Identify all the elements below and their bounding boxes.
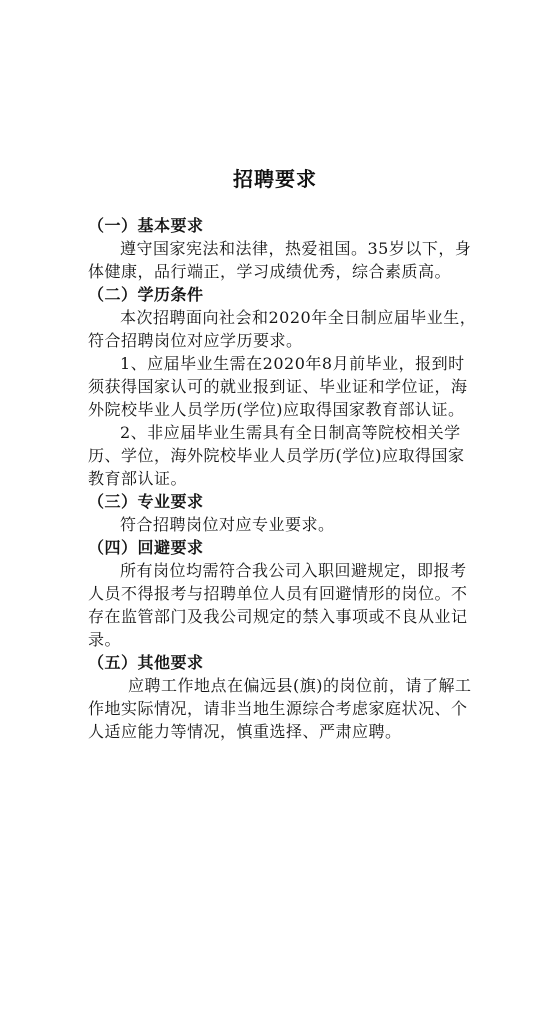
section-paragraph: 符合招聘岗位对应专业要求。 xyxy=(120,515,335,534)
section-paragraph: 遵守国家宪法和法律，热爱祖国。35岁以下，身体健康，品行端正，学习成绩优秀，综合素质高。 xyxy=(88,239,472,281)
section-paragraph: 本次招聘面向社会和2020年全日制应届毕业生，符合招聘岗位对应学历要求。 xyxy=(88,308,477,350)
section-heading-avoidance: （四）回避要求 xyxy=(88,538,204,557)
section-paragraph: 应聘工作地点在偏远县(旗)的岗位前，请了解工作地实际情况，请非当地生源综合考虑家庭状况、个人适应能力等情况，慎重选择、严肃应聘。 xyxy=(88,676,472,741)
document-title: 招聘要求 xyxy=(233,167,317,191)
document-body xyxy=(88,214,478,743)
section-heading-education: （二）学历条件 xyxy=(88,285,204,304)
section-paragraph: 1、应届毕业生需在2020年8月前毕业，报到时须获得国家认可的就业报到证、毕业证和学位证，海外院校毕业人员学历(学位)应取得国家教育部认证。 xyxy=(88,354,468,419)
section-heading-major: （三）专业要求 xyxy=(88,492,204,511)
section-heading-other: （五）其他要求 xyxy=(88,653,204,672)
section-paragraph: 所有岗位均需符合我公司入职回避规定，即报考人员不得报考与招聘单位人员有回避情形的岗位。不存在监管部门及我公司规定的禁入事项或不良从业记录。 xyxy=(88,561,468,649)
section-heading-basic: （一）基本要求 xyxy=(88,216,204,235)
section-paragraph: 2、非应届毕业生需具有全日制高等院校相关学历、学位，海外院校毕业人员学历(学位)应取得国家教育部认证。 xyxy=(88,423,465,488)
